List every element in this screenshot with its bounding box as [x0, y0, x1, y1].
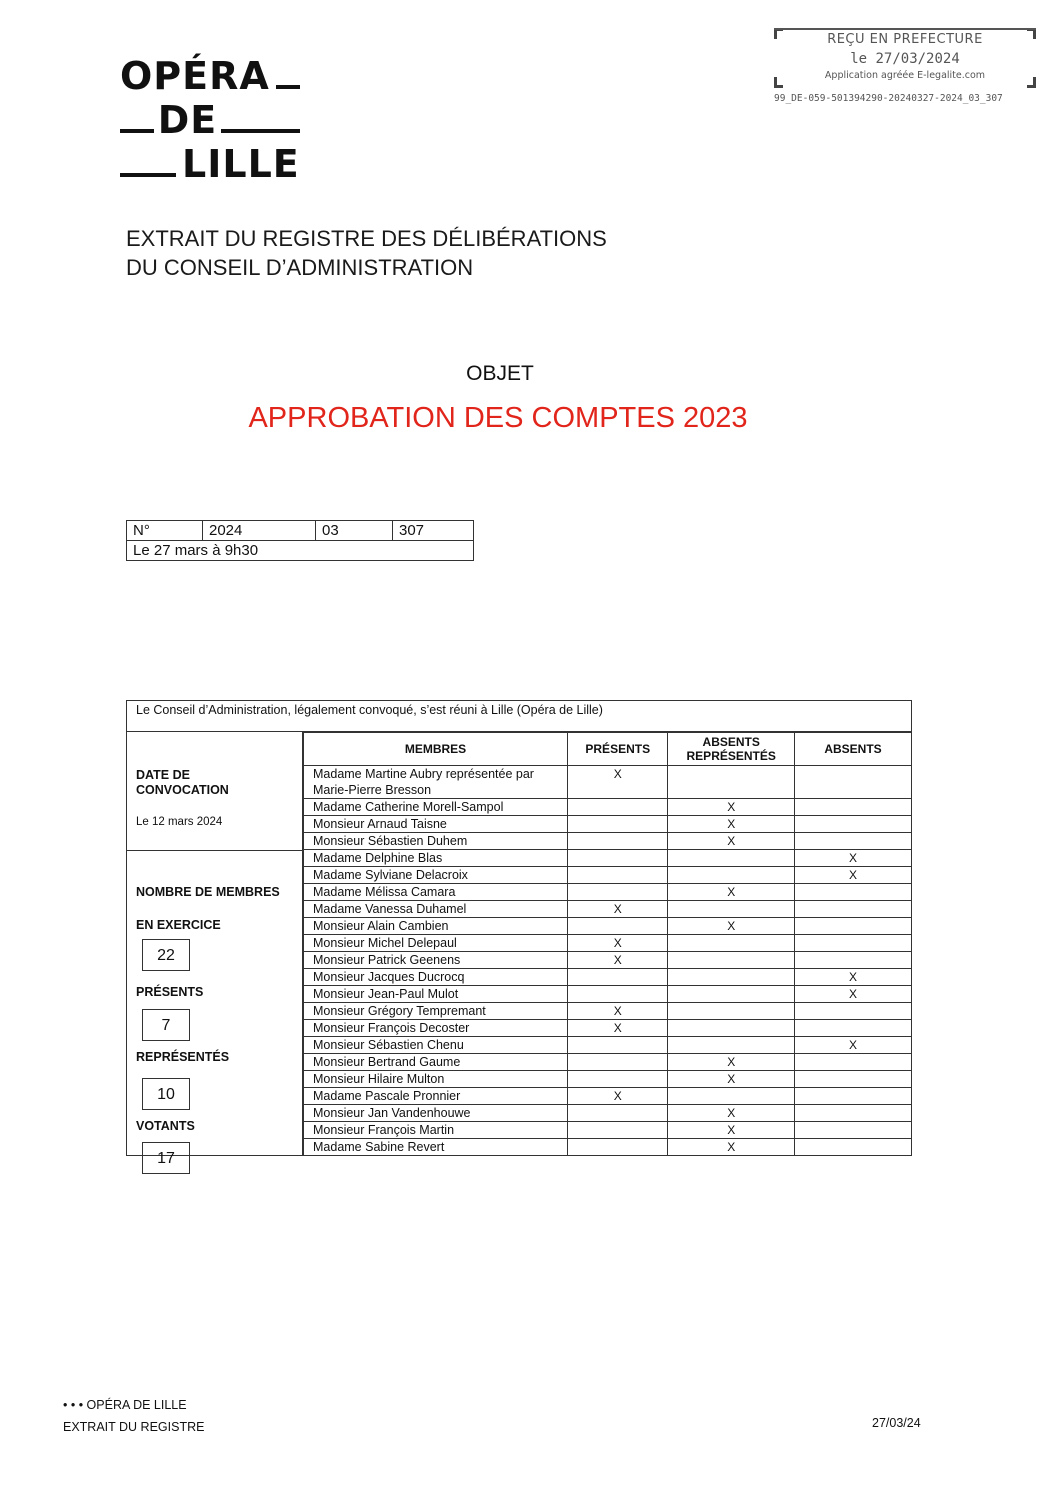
represented-mark: [668, 1020, 795, 1037]
table-row: [304, 1139, 912, 1156]
represented-mark: [668, 1088, 795, 1105]
stamp-application: Application agréée E-legalite.com: [824, 70, 986, 81]
member-name: Monsieur Patrick Geenens: [304, 952, 568, 969]
presents-count: 7: [142, 1009, 190, 1041]
objet-label: OBJET: [466, 362, 534, 385]
absent-mark: X: [794, 969, 911, 986]
present-mark: X: [568, 935, 668, 952]
absent-mark: [794, 952, 911, 969]
represented-mark: [668, 1037, 795, 1054]
absent-mark: [794, 1071, 911, 1088]
represented-mark: [668, 901, 795, 918]
member-name: Monsieur Jan Vandenhouwe: [304, 1105, 568, 1122]
represented-mark: [668, 952, 795, 969]
table-row: [304, 918, 912, 935]
stamp-date: le 27/03/2024: [850, 51, 960, 67]
present-mark: X: [568, 766, 668, 799]
number-month: 03: [316, 521, 393, 541]
session-date: Le 27 mars à 9h30: [127, 541, 474, 561]
column-header-members: MEMBRES: [304, 733, 568, 766]
present-mark: [568, 969, 668, 986]
member-name: Monsieur Sébastien Duhem: [304, 833, 568, 850]
table-row: [304, 1003, 912, 1020]
present-mark: [568, 1071, 668, 1088]
represented-mark: X: [668, 1105, 795, 1122]
absent-mark: [794, 901, 911, 918]
represented-mark: X: [668, 1071, 795, 1088]
number-label: N°: [127, 521, 203, 541]
number-year: 2024: [203, 521, 316, 541]
logo-line-3: LILLE: [120, 142, 300, 186]
members-table: [303, 732, 912, 1156]
table-row: [304, 1122, 912, 1139]
absent-mark: [794, 816, 911, 833]
present-mark: [568, 1105, 668, 1122]
represented-mark: X: [668, 918, 795, 935]
present-mark: X: [568, 1003, 668, 1020]
logo-line-1: OPÉRA: [120, 54, 300, 98]
table-row: [304, 867, 912, 884]
exercice-label: EN EXERCICE: [136, 918, 221, 932]
member-name: Monsieur Sébastien Chenu: [304, 1037, 568, 1054]
footer-left: [63, 1394, 204, 1438]
absent-mark: [794, 833, 911, 850]
member-name: Monsieur Hilaire Multon: [304, 1071, 568, 1088]
table-row: [304, 901, 912, 918]
document-title-line-1: EXTRAIT DU REGISTRE DES DÉLIBÉRATIONS: [126, 226, 607, 251]
represented-mark: X: [668, 799, 795, 816]
present-mark: [568, 867, 668, 884]
represented-mark: X: [668, 1054, 795, 1071]
votants-label: VOTANTS: [136, 1119, 195, 1133]
present-mark: [568, 918, 668, 935]
opera-de-lille-logo: [120, 54, 300, 186]
table-row: [304, 1037, 912, 1054]
present-mark: [568, 850, 668, 867]
represented-mark: [668, 850, 795, 867]
absent-mark: X: [794, 850, 911, 867]
presents-label: PRÉSENTS: [136, 985, 204, 999]
represented-mark: [668, 1003, 795, 1020]
table-row: [304, 1105, 912, 1122]
absent-mark: [794, 766, 911, 799]
present-mark: X: [568, 901, 668, 918]
member-name: Monsieur Jacques Ducrocq: [304, 969, 568, 986]
represented-mark: X: [668, 816, 795, 833]
votants-count: 17: [142, 1142, 190, 1174]
table-row: [304, 952, 912, 969]
present-mark: [568, 1037, 668, 1054]
present-mark: [568, 1054, 668, 1071]
deliberation-number-table: [126, 520, 474, 561]
representes-label: REPRÉSENTÉS: [136, 1050, 230, 1064]
absent-mark: [794, 935, 911, 952]
member-name: Madame Sabine Revert: [304, 1139, 568, 1156]
table-row: [304, 799, 912, 816]
member-name: Madame Pascale Pronnier: [304, 1088, 568, 1105]
table-row: [304, 833, 912, 850]
logo-line-2: DE: [120, 98, 300, 142]
representes-count: 10: [142, 1078, 190, 1110]
exercice-count: 22: [142, 939, 190, 971]
absent-mark: [794, 884, 911, 901]
absent-mark: X: [794, 986, 911, 1003]
represented-mark: [668, 867, 795, 884]
absent-mark: [794, 1139, 911, 1156]
represented-mark: X: [668, 833, 795, 850]
objet-value: APPROBATION DES COMPTES 2023: [248, 402, 748, 434]
present-mark: [568, 1139, 668, 1156]
absent-mark: X: [794, 867, 911, 884]
represented-mark: [668, 766, 795, 799]
document-title: [126, 224, 607, 282]
absent-mark: X: [794, 1037, 911, 1054]
column-header-represented: ABSENTS REPRÉSENTÉS: [668, 733, 795, 766]
absent-mark: [794, 918, 911, 935]
present-mark: X: [568, 1020, 668, 1037]
member-name: Monsieur François Decoster: [304, 1020, 568, 1037]
table-row: [304, 766, 912, 799]
table-row: [304, 1071, 912, 1088]
stamp-frame: [774, 28, 1036, 88]
table-row: [304, 816, 912, 833]
footer-date: 27/03/24: [872, 1416, 921, 1430]
table-row: [304, 1088, 912, 1105]
represented-mark: [668, 986, 795, 1003]
attendance-section: [126, 700, 912, 1167]
represented-mark: X: [668, 1139, 795, 1156]
present-mark: [568, 816, 668, 833]
member-name: Madame Mélissa Camara: [304, 884, 568, 901]
members-count-label: NOMBRE DE MEMBRES: [136, 885, 280, 899]
absent-mark: [794, 1122, 911, 1139]
present-mark: [568, 799, 668, 816]
present-mark: [568, 986, 668, 1003]
absent-mark: [794, 1105, 911, 1122]
table-row: [304, 986, 912, 1003]
member-name: Monsieur Michel Delepaul: [304, 935, 568, 952]
table-row: [304, 850, 912, 867]
member-name: Monsieur François Martin: [304, 1122, 568, 1139]
member-name: Monsieur Arnaud Taisne: [304, 816, 568, 833]
absent-mark: [794, 1020, 911, 1037]
member-name: Madame Martine Aubry représentée par Marie-Pierre Bresson: [304, 766, 568, 799]
convocation-label: DATE DE CONVOCATION: [136, 768, 229, 797]
document-title-line-2: DU CONSEIL D’ADMINISTRATION: [126, 255, 474, 280]
table-row: [304, 969, 912, 986]
stamp-title: REÇU EN PREFECTURE: [827, 32, 983, 47]
number-value: 307: [393, 521, 474, 541]
column-header-absents: ABSENTS: [794, 733, 911, 766]
member-name: Monsieur Alain Cambien: [304, 918, 568, 935]
table-row: [304, 1020, 912, 1037]
member-name: Madame Delphine Blas: [304, 850, 568, 867]
stamp-reference: 99_DE-059-501394290-20240327-2024_03_307: [774, 93, 1003, 104]
prefecture-stamp: [774, 28, 1044, 104]
absent-mark: [794, 799, 911, 816]
present-mark: X: [568, 1088, 668, 1105]
represented-mark: [668, 935, 795, 952]
table-row: [304, 935, 912, 952]
table-row: [304, 1054, 912, 1071]
convocation-date: Le 12 mars 2024: [136, 816, 223, 828]
member-name: Monsieur Grégory Tempremant: [304, 1003, 568, 1020]
present-mark: [568, 1122, 668, 1139]
represented-mark: X: [668, 1122, 795, 1139]
absent-mark: [794, 1003, 911, 1020]
column-header-presents: PRÉSENTS: [568, 733, 668, 766]
table-row: [304, 884, 912, 901]
absent-mark: [794, 1054, 911, 1071]
present-mark: [568, 884, 668, 901]
footer-brand: • • • OPÉRA DE LILLE: [63, 1398, 187, 1412]
member-name: Monsieur Bertrand Gaume: [304, 1054, 568, 1071]
footer-doc-title: EXTRAIT DU REGISTRE: [63, 1420, 205, 1434]
member-name: Madame Catherine Morell-Sampol: [304, 799, 568, 816]
absent-mark: [794, 1088, 911, 1105]
member-name: Madame Vanessa Duhamel: [304, 901, 568, 918]
present-mark: X: [568, 952, 668, 969]
member-name: Madame Sylviane Delacroix: [304, 867, 568, 884]
represented-mark: X: [668, 884, 795, 901]
represented-mark: [668, 969, 795, 986]
present-mark: [568, 833, 668, 850]
summary-column: [126, 732, 303, 1167]
member-name: Monsieur Jean-Paul Mulot: [304, 986, 568, 1003]
meeting-heading: Le Conseil d’Administration, légalement convoqué, s’est réuni à Lille (Opéra de Lille): [126, 700, 912, 732]
